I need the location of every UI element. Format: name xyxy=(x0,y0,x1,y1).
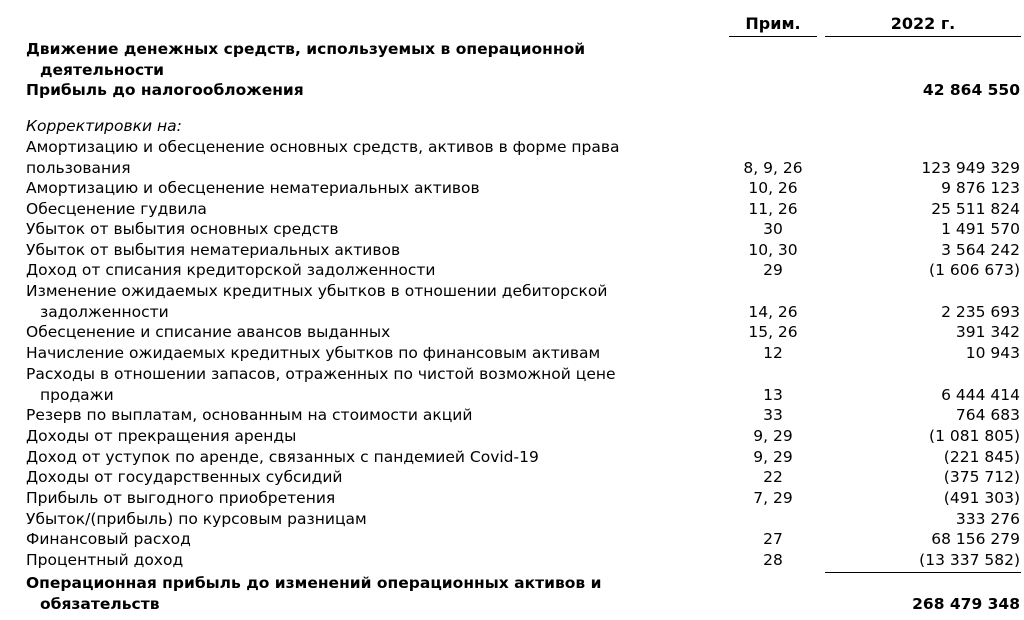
row-amount: (13 337 582) xyxy=(919,551,1020,569)
row-note: 27 xyxy=(763,530,783,548)
row-amount: 68 156 279 xyxy=(931,530,1020,548)
operating-profit-label-line2: обязательств xyxy=(40,594,160,613)
row-note: 29 xyxy=(763,261,783,279)
row-label: Убыток/(прибыль) по курсовым разницам xyxy=(26,510,367,528)
row-label: Доход от уступок по аренде, связанных с пандемией Covid-19 xyxy=(26,448,539,466)
row-label xyxy=(26,137,706,178)
row-amount: 3 564 242 xyxy=(941,241,1020,259)
row-label: Амортизацию и обесценение нематериальных активов xyxy=(26,179,480,197)
row-amount: 6 444 414 xyxy=(941,385,1020,404)
row-note: 10, 30 xyxy=(748,241,798,259)
profit-before-tax-amount: 42 864 550 xyxy=(922,81,1020,99)
row-label: Доход от списания кредиторской задолженности xyxy=(26,261,436,279)
operating-profit-amount: 268 479 348 xyxy=(912,595,1020,613)
row-label: Убыток от выбытия основных средств xyxy=(26,220,339,238)
row-amount: 123 949 329 xyxy=(921,158,1020,177)
row-label: Доходы от прекращения аренды xyxy=(26,427,297,445)
row-amount: 391 342 xyxy=(955,323,1020,341)
row-amount: 10 943 xyxy=(965,344,1020,362)
row-note: 12 xyxy=(763,344,783,362)
row-label-line2: пользования xyxy=(26,158,131,177)
row-note: 11, 26 xyxy=(748,200,798,218)
operating-profit-label-line1: Операционная прибыль до изменений операционных активов и xyxy=(26,574,602,592)
operating-profit-label xyxy=(26,573,706,614)
row-label: Процентный доход xyxy=(26,551,184,569)
row-label: Убыток от выбытия нематериальных активов xyxy=(26,241,401,259)
row-label: Прибыль от выгодного приобретения xyxy=(26,489,336,507)
row-label-line2: продажи xyxy=(40,385,114,404)
row-label: Обесценение гудвила xyxy=(26,200,207,218)
row-label xyxy=(26,364,706,405)
row-amount: (491 303) xyxy=(943,489,1020,507)
section-title-line1: Движение денежных средств, используемых в операционной xyxy=(26,40,586,58)
column-header-note: Прим. xyxy=(745,14,801,33)
row-label-line2: задолженности xyxy=(40,302,169,321)
row-note: 9, 29 xyxy=(753,427,793,445)
row-note: 8, 9, 26 xyxy=(743,158,803,177)
section-title-line2: деятельности xyxy=(40,60,165,79)
row-label: Финансовый расход xyxy=(26,530,191,548)
row-label-line1: Изменение ожидаемых кредитных убытков в отношении дебиторской xyxy=(26,282,608,300)
profit-before-tax-label: Прибыль до налогообложения xyxy=(26,81,304,99)
row-label-line1: Амортизацию и обесценение основных средств, активов в форме права xyxy=(26,138,620,156)
row-note: 30 xyxy=(763,220,783,238)
row-label: Начисление ожидаемых кредитных убытков по финансовым активам xyxy=(26,344,601,362)
header-underline-note xyxy=(729,36,817,37)
row-note: 14, 26 xyxy=(748,302,798,321)
row-amount: 25 511 824 xyxy=(931,200,1020,218)
row-amount: (1 606 673) xyxy=(929,261,1020,279)
row-label xyxy=(26,281,706,322)
row-amount: (221 845) xyxy=(943,448,1020,466)
column-header-year: 2022 г. xyxy=(890,14,956,33)
row-amount: 2 235 693 xyxy=(941,302,1020,321)
subtotal-rule xyxy=(825,572,1021,573)
row-amount: 333 276 xyxy=(955,510,1020,528)
row-note: 7, 29 xyxy=(753,489,793,507)
row-amount: 764 683 xyxy=(955,406,1020,424)
row-amount: 9 876 123 xyxy=(941,179,1020,197)
row-label: Обесценение и списание авансов выданных xyxy=(26,323,391,341)
row-note: 15, 26 xyxy=(748,323,798,341)
adjustments-heading: Корректировки на: xyxy=(26,117,182,135)
row-note: 10, 26 xyxy=(748,179,798,197)
row-note: 33 xyxy=(763,406,783,424)
row-amount: 1 491 570 xyxy=(941,220,1020,238)
row-amount: (1 081 805) xyxy=(929,427,1020,445)
row-note: 13 xyxy=(763,385,783,404)
row-label-line1: Расходы в отношении запасов, отраженных по чистой возможной цене xyxy=(26,365,616,383)
section-title xyxy=(26,39,706,80)
row-label: Резерв по выплатам, основанным на стоимости акций xyxy=(26,406,473,424)
row-note: 28 xyxy=(763,551,783,569)
header-underline-year xyxy=(825,36,1021,37)
row-note: 22 xyxy=(763,468,783,486)
row-amount: (375 712) xyxy=(943,468,1020,486)
row-note: 9, 29 xyxy=(753,448,793,466)
row-label: Доходы от государственных субсидий xyxy=(26,468,343,486)
